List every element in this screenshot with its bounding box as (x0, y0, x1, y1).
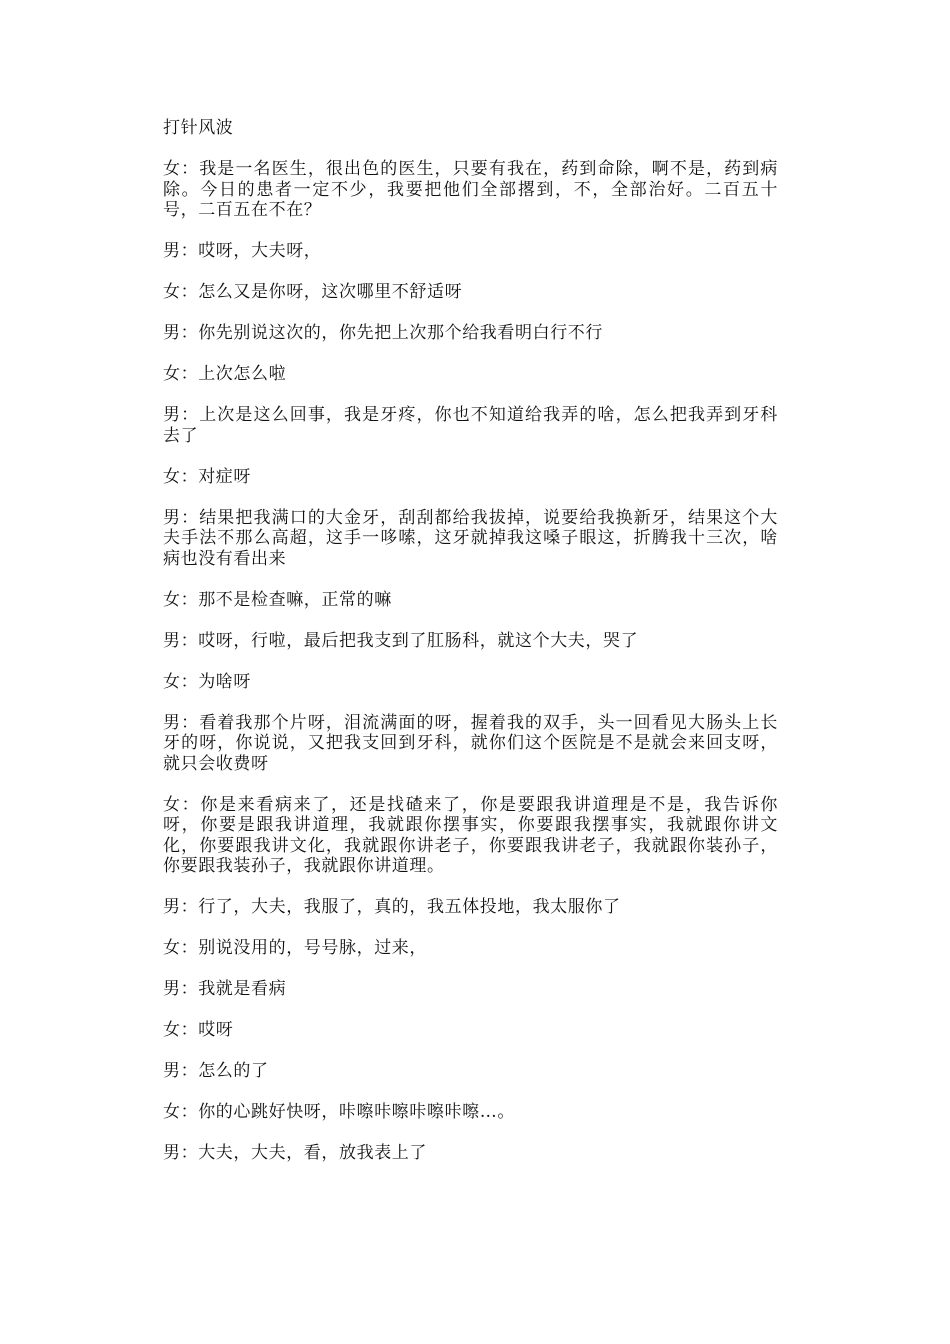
dialogue-line: 男：你先别说这次的，你先把上次那个给我看明白行不行 (163, 323, 603, 343)
document-body (163, 118, 778, 1184)
dialogue-line: 女：怎么又是你呀，这次哪里不舒适呀 (163, 282, 463, 302)
dialogue-line: 女：那不是检查嘛，正常的嘛 (163, 589, 392, 610)
document-title: 打针风波 (163, 118, 234, 138)
dialogue-line: 男：看着我那个片呀，泪流满面的呀，握着我的双手，头一回看见大肠头上长牙的呀，你说说，又把我支回到牙科，就你们这个医院是不是就会来回支呀，就只会收费呀 (163, 712, 778, 774)
dialogue-line: 女：对症呀 (163, 466, 251, 487)
dialogue-line: 男：结果把我满口的大金牙，刮刮都给我拔掉，说要给我换新牙，结果这个大夫手法不那么高超，这手一哆嗦，这牙就掉我这嗓子眼这，折腾我十三次，啥病也没有看出来 (163, 507, 778, 569)
dialogue-line: 男：大夫，大夫，看，放我表上了 (163, 1143, 427, 1163)
dialogue-line: 女：我是一名医生，很出色的医生，只要有我在，药到命除，啊不是，药到病除。今日的患者一定不少，我要把他们全部撂到，不，全部治好。二百五十号，二百五在不在？ (163, 159, 778, 220)
dialogue-line: 女：为啥呀 (163, 671, 251, 692)
dialogue-line: 男：哎呀，行啦，最后把我支到了肛肠科，就这个大夫，哭了 (163, 630, 639, 651)
dialogue-line: 男：怎么的了 (163, 1061, 269, 1081)
dialogue-line: 女：哎呀 (163, 1020, 234, 1040)
dialogue-line: 男：行了，大夫，我服了，真的，我五体投地，我太服你了 (163, 897, 621, 917)
dialogue-list (163, 159, 778, 1164)
dialogue-line: 女：别说没用的，号号脉，过来， (163, 938, 427, 958)
dialogue-line: 男：我就是看病 (163, 979, 287, 999)
dialogue-line: 男：上次是这么回事，我是牙疼，你也不知道给我弄的啥，怎么把我弄到牙科去了 (163, 405, 778, 446)
dialogue-line: 女：上次怎么啦 (163, 364, 287, 384)
dialogue-line: 男：哎呀，大夫呀， (163, 241, 322, 261)
dialogue-line: 女：你是来看病来了，还是找碴来了，你是要跟我讲道理是不是，我告诉你呀，你要是跟我讲道理，我就跟你摆事实，你要跟我摆事实，我就跟你讲文化，你要跟我讲文化，我就跟你讲老子，你要跟我讲老子，我就跟你装孙子，你要跟我装孙子，我就跟你讲道理。 (163, 794, 778, 876)
dialogue-line: 女：你的心跳好快呀，咔嚓咔嚓咔嚓咔嚓…。 (163, 1102, 515, 1122)
